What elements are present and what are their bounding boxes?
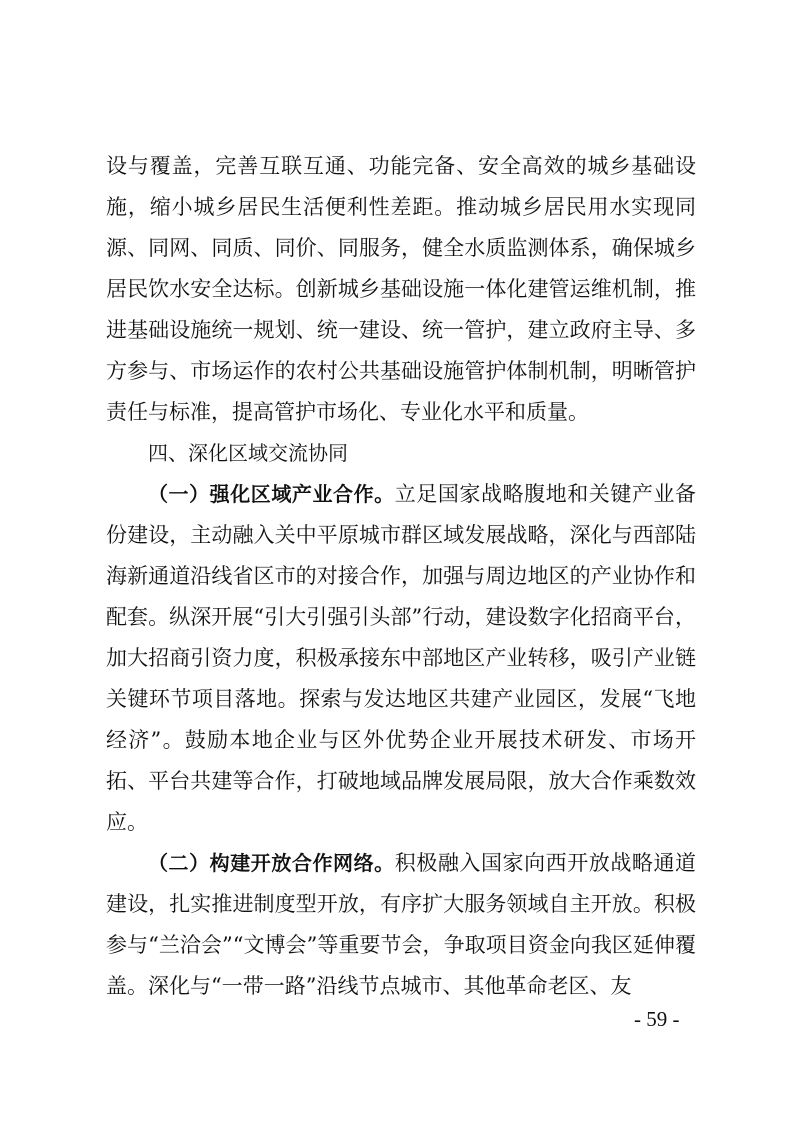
section-heading: 四、深化区域交流协同 [148,441,348,465]
paragraph-infrastructure: 设与覆盖，完善互联互通、功能完备、安全高效的城乡基础设施，缩小城乡居民生活便利性差距。推动城乡居民用水实现同源、同网、同质、同价、同服务，健全水质监测体系，确保城乡居民饮水安全达标。创新城乡基础设施一体化建管运维机制，推进基础设施统一规划、统一建设、统一管护，建立政府主导、多方参与、市场运作的农村公共基础设施管护体制机制，明晰管护责任与标准，提高管护市场化、专业化水平和质量。 [106,154,696,424]
paragraph-body-network: 积极融入国家向西开放战略通道建设，扎实推进制度型开放，有序扩大服务领域自主开放。积极参与“兰洽会”“文博会”等重要节会，争取项目资金向我区延伸覆盖。深化与“一带一路”沿线节点城市、其他革命老区、友 [106,851,697,998]
paragraph-industry-cooperation [106,474,696,843]
paragraph-open-network [106,843,696,1007]
paragraph-lead-industry: （一）强化区域产业合作。 [148,482,395,506]
page-number: - 59 - [634,1007,680,1031]
paragraph-lead-network: （二）构建开放合作网络。 [148,851,395,875]
body-text [106,146,696,1007]
paragraph-body-industry: 立足国家战略腹地和关键产业备份建设，主动融入关中平原城市群区域发展战略，深化与西部陆海新通道沿线省区市的对接合作，加强与周边地区的产业协作和配套。纵深开展“引大引强引头部”行动，建设数字化招商平台，加大招商引资力度，积极承接东中部地区产业转移，吸引产业链关键环节项目落地。探索与发达地区共建产业园区，发展“飞地经济”。鼓励本地企业与区外优势企业开展技术研发、市场开拓、平台共建等合作，打破地域品牌发展局限，放大合作乘数效应。 [106,482,697,834]
